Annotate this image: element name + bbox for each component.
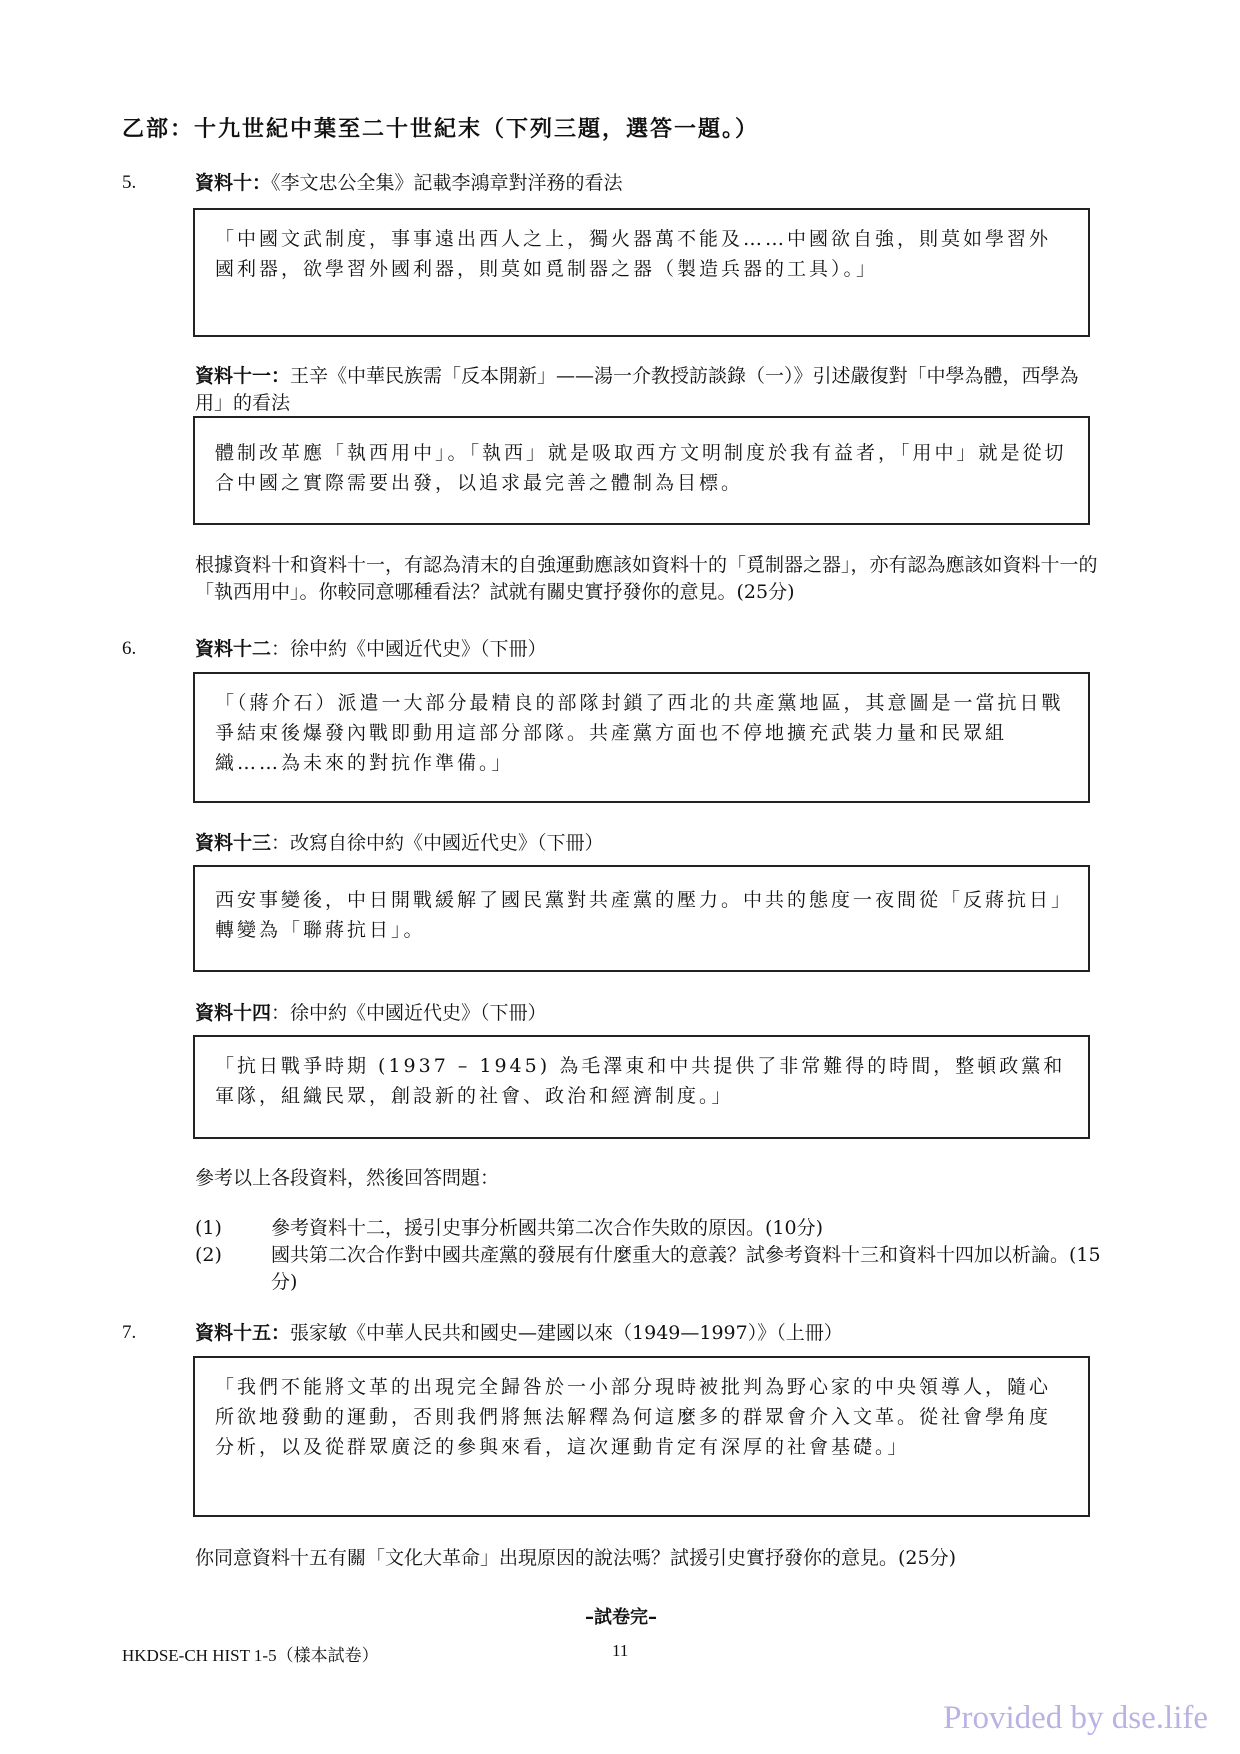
source-14-heading bbox=[195, 1000, 1105, 1027]
source-14-title: ：徐中約《中國近代史》（下冊） bbox=[271, 1002, 547, 1024]
source-11-title: 王辛《中華民族需「反本開新」——湯一介教授訪談錄（一）》引述嚴復對「中學為體，西學為用」的看法 bbox=[195, 365, 1079, 414]
question-6-intro: 參考以上各段資料，然後回答問題： bbox=[195, 1167, 500, 1189]
page-number: 11 bbox=[612, 1641, 629, 1660]
source-15-box: 「我們不能將文革的出現完全歸咎於一小部分現時被批判為野心家的中央領導人，隨心所欲地發動的運動，否則我們將無法解釋為何這麼多的群眾會介入文革。從社會學角度分析，以及從群眾廣泛的參與來看，這次運動肯定有深厚的社會基礎。」 bbox=[193, 1356, 1090, 1517]
question-7-number: 7. bbox=[122, 1322, 137, 1343]
subquestion-1-text: 參考資料十二，援引史事分析國共第二次合作失敗的原因。(10分) bbox=[271, 1217, 824, 1239]
source-10-title: 《李文忠公全集》記載李鴻章對洋務的看法 bbox=[271, 172, 623, 194]
question-5-number: 5. bbox=[122, 172, 137, 193]
source-12-heading bbox=[195, 636, 1105, 663]
source-10-box: 「中國文武制度，事事遠出西人之上，獨火器萬不能及……中國欲自強，則莫如學習外國利器，欲學習外國利器，則莫如覓制器之器（製造兵器的工具）。」 bbox=[193, 208, 1090, 337]
source-12-box: 「（蔣介石）派遣一大部分最精良的部隊封鎖了西北的共產黨地區，其意圖是一當抗日戰爭結束後爆發內戰即動用這部分部隊。共產黨方面也不停地擴充武裝力量和民眾組織……為未來的對抗作準備。」 bbox=[193, 672, 1090, 803]
source-13-heading bbox=[195, 830, 1105, 857]
source-14-label: 資料十四 bbox=[195, 1002, 272, 1024]
question-6-number: 6. bbox=[122, 638, 137, 659]
end-of-paper: –試卷完– bbox=[585, 1607, 657, 1628]
watermark: Provided by dse.life bbox=[943, 1700, 1208, 1736]
source-14-box: 「抗日戰爭時期 (1937 – 1945) 為毛澤東和中共提供了非常難得的時間，整頓政黨和軍隊，組織民眾，創設新的社會、政治和經濟制度。」 bbox=[193, 1035, 1090, 1139]
subquestion-2-text: 國共第二次合作對中國共產黨的發展有什麼重大的意義？試參考資料十三和資料十四加以析論。(15分) bbox=[271, 1244, 1101, 1293]
subquestion-2-number: (2) bbox=[195, 1244, 222, 1266]
footer-paper-code: HKDSE-CH HIST 1-5（樣本試卷） bbox=[122, 1646, 379, 1665]
source-13-label: 資料十三 bbox=[195, 832, 272, 854]
subquestion-1-number: (1) bbox=[195, 1217, 222, 1239]
source-12-label: 資料十二 bbox=[195, 638, 272, 660]
question-7-text: 你同意資料十五有關「文化大革命」出現原因的說法嗎？試援引史實抒發你的意見。(25分) bbox=[195, 1547, 957, 1569]
source-13-title: ：改寫自徐中約《中國近代史》（下冊） bbox=[271, 832, 604, 854]
source-15-title: 張家敏《中華人民共和國史—建國以來（1949—1997）》（上冊） bbox=[290, 1322, 843, 1344]
source-12-title: ：徐中約《中國近代史》（下冊） bbox=[271, 638, 547, 660]
source-11-box: 體制改革應「執西用中」。「執西」就是吸取西方文明制度於我有益者，「用中」就是從切合中國之實際需要出發，以追求最完善之體制為目標。 bbox=[193, 416, 1090, 525]
source-10-label: 資料十： bbox=[195, 172, 272, 194]
source-11-heading bbox=[195, 363, 1105, 417]
source-15-label: 資料十五： bbox=[195, 1322, 291, 1344]
source-13-box: 西安事變後，中日開戰緩解了國民黨對共產黨的壓力。中共的態度一夜間從「反蔣抗日」轉變為「聯蔣抗日」。 bbox=[193, 865, 1090, 972]
source-11-label: 資料十一： bbox=[195, 365, 291, 387]
source-15-heading bbox=[195, 1320, 1105, 1347]
section-title: 乙部：十九世紀中葉至二十世紀末（下列三題，選答一題。） bbox=[122, 117, 760, 142]
source-10-heading bbox=[195, 170, 1105, 197]
question-5-text: 根據資料十和資料十一，有認為清末的自強運動應該如資料十的「覓制器之器」，亦有認為應該如資料十一的「執西用中」。你較同意哪種看法？試就有關史實抒發你的意見。(25分) bbox=[195, 554, 1098, 603]
